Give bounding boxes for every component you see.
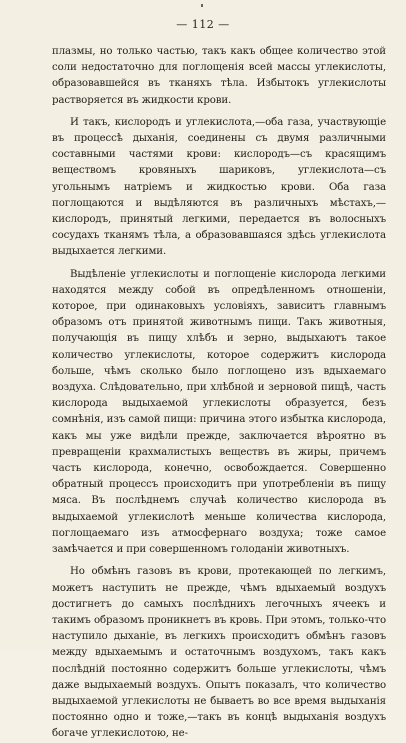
page-body xyxy=(52,44,386,743)
paragraph: Но обмѣнъ газовъ въ крови, протекающей по легкимъ, можетъ наступить не прежде, чѣмъ вдыхаемый воздухъ достигнетъ до самыхъ послѣднихъ легочныхъ ячеекъ и такимъ образомъ проникнетъ въ кровь. При этомъ, только-что наступило дыханіе, въ легкихъ происходитъ обмѣнъ газовъ между вдыхаемымъ и остаточнымъ воздухомъ, такъ какъ послѣдній постоянно содержитъ больше углекислоты, чѣмъ даже выдыхаемый воздухъ. Опытъ показалъ, что количество выдыхаемой углекислоты не бываетъ во все время выдыханія постоянно одно и тоже,—такъ въ концѣ выдыханія воздухъ богаче углекислотою, не- xyxy=(52,566,386,740)
paragraph: плазмы, но только частью, такъ какъ общее количество этой соли недостаточно для поглощенія всей массы углекислоты, образовавшейся въ тканяхъ тѣла. Избытокъ углекислоты растворяется въ жидкости крови. xyxy=(52,46,386,106)
page-header: — 112 — xyxy=(176,18,230,31)
paragraph: И такъ, кислородъ и углекислота,—оба газа, участвующіе въ процессѣ дыханія, соединены съ двумя различными составными частями крови: кислородъ—съ красящимъ веществомъ кровяныхъ шариковъ, углекислота—съ угольнымъ натріемъ и жидкостью крови. Оба газа поглощаются и выдѣляются въ различныхъ мѣстахъ,—кислородъ, принятый легкими, передается въ волосныхъ сосудахъ тканямъ тѣла, а образовавшаяся здѣсь углекислота выдыхается легкими. xyxy=(52,116,386,258)
paragraph: Выдѣленіе углекислоты и поглощеніе кислорода легкими находятся между собой въ опредѣленномъ отношеніи, которое, при одинаковыхъ условіяхъ, зависитъ главнымъ образомъ отъ принятой животнымъ пищи. Такъ животныя, получающія въ пищу хлѣбъ и зерно, выдыхаютъ такое количество углекислоты, которое содержитъ кислорода больше, чѣмъ сколько было поглощено изъ вдыхаемаго воздуха. Слѣдовательно, при хлѣбной и зерновой пищѣ, часть кислорода выдыхаемой углекислоты образуется, безъ сомнѣнія, изъ самой пищи: причина этого избытка кислорода, какъ мы уже видѣли прежде, заключается вѣроятно въ превращеніи крахмалистыхъ веществъ въ жиры, причемъ часть кислорода, конечно, освобождается. Совершенно обратный процессъ происходитъ при употребленіи въ пищу мяса. Въ послѣднемъ случаѣ количество кислорода въ выдыхаемой углекислотѣ меньше количества кислорода, поглощаемаго изъ атмосфернаго воздуха; тоже самое замѣчается и при совершенномъ голоданіи животныхъ. xyxy=(52,268,386,556)
page-mark xyxy=(201,4,203,7)
